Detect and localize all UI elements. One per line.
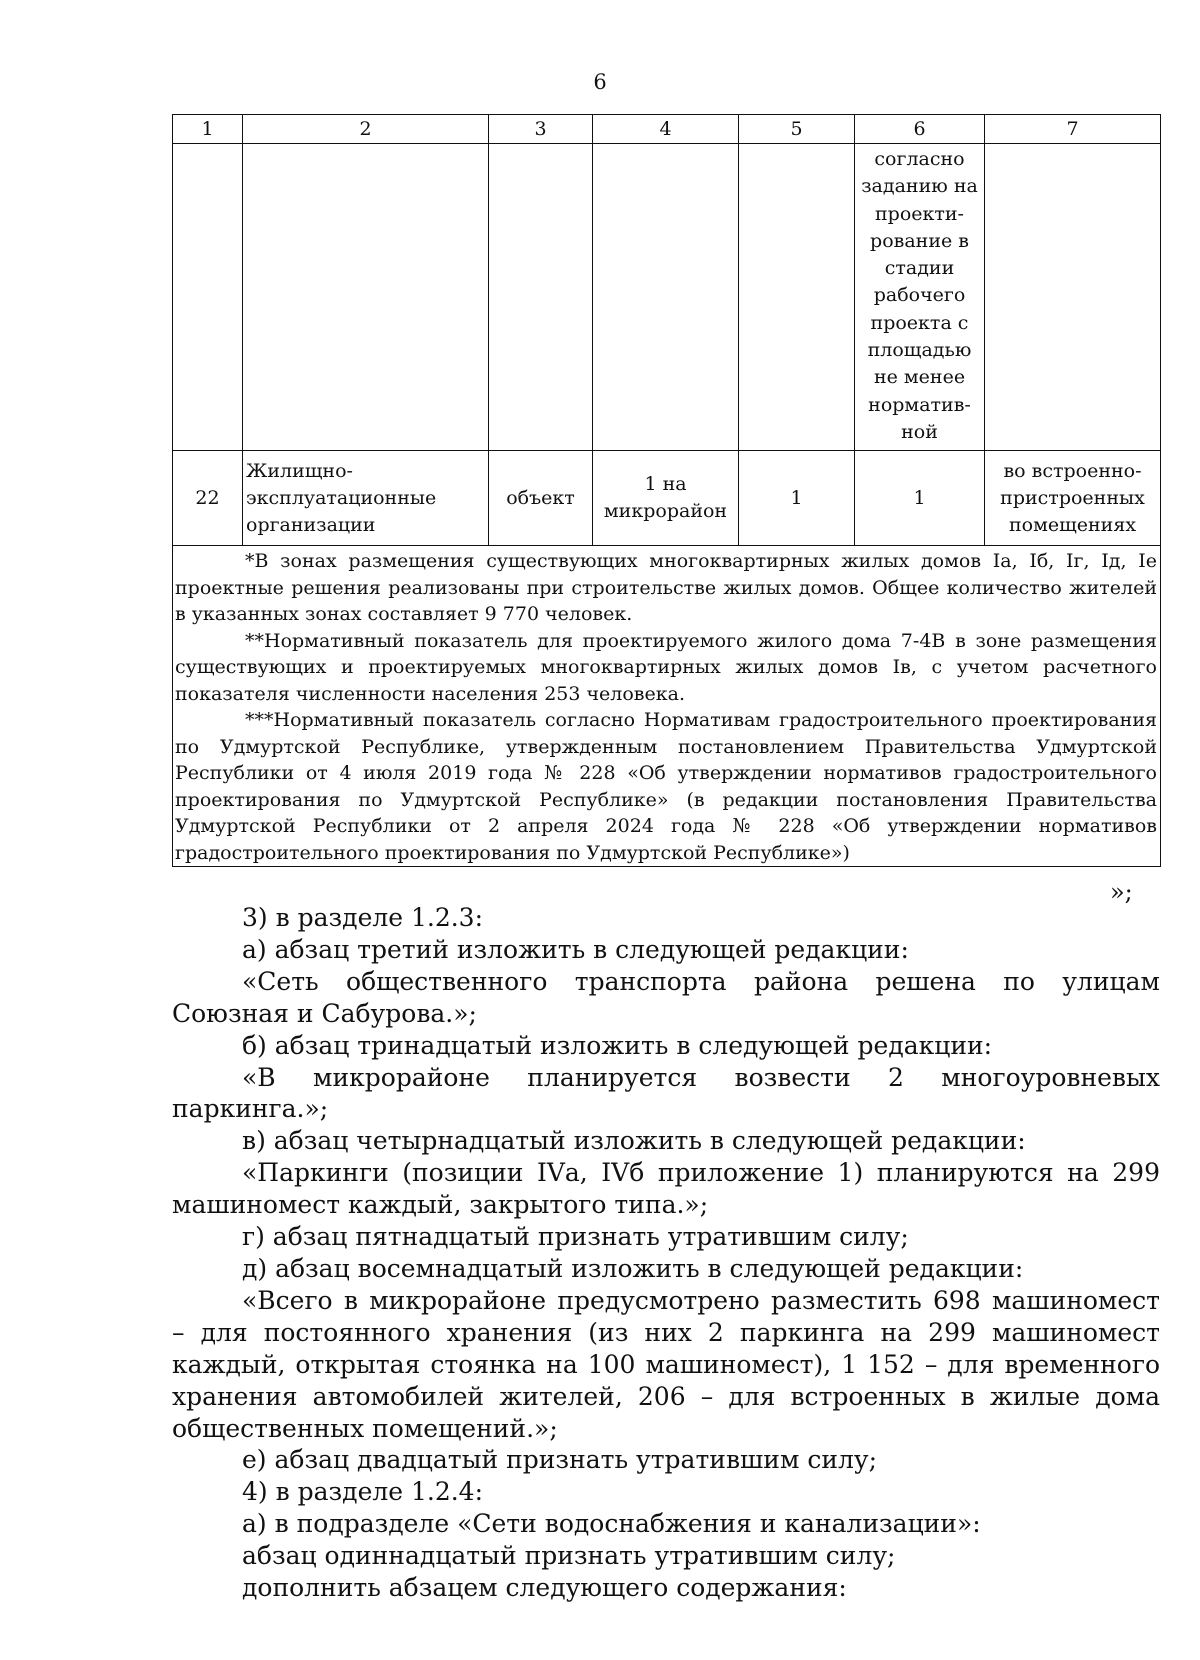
cell-line: помещениях — [1008, 513, 1137, 536]
header-cell: 4 — [593, 115, 739, 144]
footnote: *В зонах размещения существующих многоквартирных жилых домов Iа, Iб, Iг, Iд, Iе проектные решения реализованы при строительстве жилых домов. Общее количество жителей в указанных зонах составляет 9 770 человек. — [175, 550, 1157, 625]
cell-line: заданию на — [861, 175, 978, 198]
paragraph: г) абзац пятнадцатый признать утратившим силу; — [242, 1222, 909, 1252]
cell-line: пристроенных — [1000, 486, 1145, 509]
cell-line: стадии — [884, 257, 955, 280]
footnote: **Нормативный показатель для проектируемого жилого дома 7-4В в зоне размещения существующих и проектируемых многоквартирных жилых домов Iв, с учетом расчетного показателя численности населения 253 человека. — [175, 629, 1157, 705]
norm-cell — [593, 451, 739, 546]
cell-line: проекта с — [870, 311, 969, 334]
table-cell — [173, 144, 243, 451]
footnote: ***Нормативный показатель согласно Нормативам градостроительного проектирования по Удмуртской Республике, утвержденным постановлением Правительства Удмуртской Республики от 4 июля 2019 года № 228 «Об утверждении нормативов градостроительного проектирования по Удмуртской Республике» (в редакции постановления Правительства Удмуртской Республики от 2 апреля 2024 года № 228 «Об утверждении нормативов градостроительного проектирования по Удмуртской Республике») — [175, 709, 1157, 864]
header-cell: 2 — [243, 115, 489, 144]
cell-line: рование в — [870, 229, 969, 252]
paragraph: е) абзац двадцатый признать утратившим силу; — [242, 1445, 878, 1475]
cell-line: ной — [901, 420, 938, 443]
cell-line: микрорайон — [603, 500, 728, 522]
table-cell — [243, 144, 489, 451]
paragraph: «Всего в микрорайоне предусмотрено разместить 698 машиномест – для постоянного хранения (из них 2 паркинга на 299 машиномест каждый, открытая стоянка на 100 машиномест), 1 152 – для временного хранения автомобилей жителей, 206 – для встроенных в жилые дома общественных помещений.»; — [172, 1285, 1160, 1443]
paragraph: б) абзац тринадцатый изложить в следующей редакции: — [242, 1030, 993, 1060]
closing-quote: »; — [1110, 878, 1133, 906]
paragraph: дополнить абзацем следующего содержания: — [242, 1573, 847, 1603]
footnotes-row — [173, 546, 1161, 867]
footnotes-cell — [173, 546, 1161, 867]
cell-line: площадью — [867, 339, 972, 362]
cell-line: рабочего — [873, 284, 966, 307]
cell-line: согласно — [874, 148, 965, 170]
table-cell — [489, 144, 593, 451]
cell-line: организации — [246, 513, 376, 536]
object-name-cell — [243, 451, 489, 546]
paragraph: а) в подразделе «Сети водоснабжения и канализации»: — [242, 1509, 981, 1539]
table-cell — [593, 144, 739, 451]
cell-line: во встроенно- — [1003, 459, 1142, 482]
paragraph: «В микрорайоне планируется возвести 2 многоуровневых паркинга.»; — [172, 1062, 1160, 1124]
paragraph: абзац одиннадцатый признать утратившим силу; — [242, 1541, 896, 1571]
paragraph: в) абзац четырнадцатый изложить в следующей редакции: — [242, 1126, 1026, 1156]
value-cell: 1 — [739, 451, 855, 546]
norms-table — [172, 114, 1161, 867]
header-cell: 7 — [985, 115, 1161, 144]
cell-line: эксплуатационные — [246, 486, 437, 509]
table-cell — [985, 144, 1161, 451]
cell-line: проекти- — [875, 202, 964, 225]
paragraph: «Паркинги (позиции IVа, IVб приложение 1) планируются на 299 машиномест каждый, закрытого типа.»; — [172, 1158, 1160, 1220]
paragraph: «Сеть общественного транспорта района решена по улицам Союзная и Сабурова.»; — [172, 966, 1160, 1028]
table-row — [173, 451, 1161, 546]
page-number: 6 — [593, 70, 607, 94]
cell-line: 1 на — [644, 473, 687, 495]
header-cell: 3 — [489, 115, 593, 144]
value-cell: 1 — [855, 451, 985, 546]
table-header-row — [173, 115, 1161, 144]
paragraph: 3) в разделе 1.2.3: — [242, 903, 484, 932]
paragraph: д) абзац восемнадцатый изложить в следующей редакции: — [242, 1253, 1024, 1283]
table-row — [173, 144, 1161, 451]
note-cell — [985, 451, 1161, 546]
unit-cell: объект — [489, 451, 593, 546]
cell-line: норматив- — [868, 393, 971, 416]
body-text — [172, 902, 1160, 1604]
cell-line: Жилищно- — [246, 459, 353, 482]
table-cell — [855, 144, 985, 451]
table-cell — [739, 144, 855, 451]
header-cell: 1 — [173, 115, 243, 144]
header-cell: 5 — [739, 115, 855, 144]
row-number: 22 — [173, 451, 243, 546]
paragraph: а) абзац третий изложить в следующей редакции: — [242, 934, 909, 964]
paragraph: 4) в разделе 1.2.4: — [242, 1477, 484, 1507]
header-cell: 6 — [855, 115, 985, 144]
cell-line: не менее — [873, 366, 966, 389]
